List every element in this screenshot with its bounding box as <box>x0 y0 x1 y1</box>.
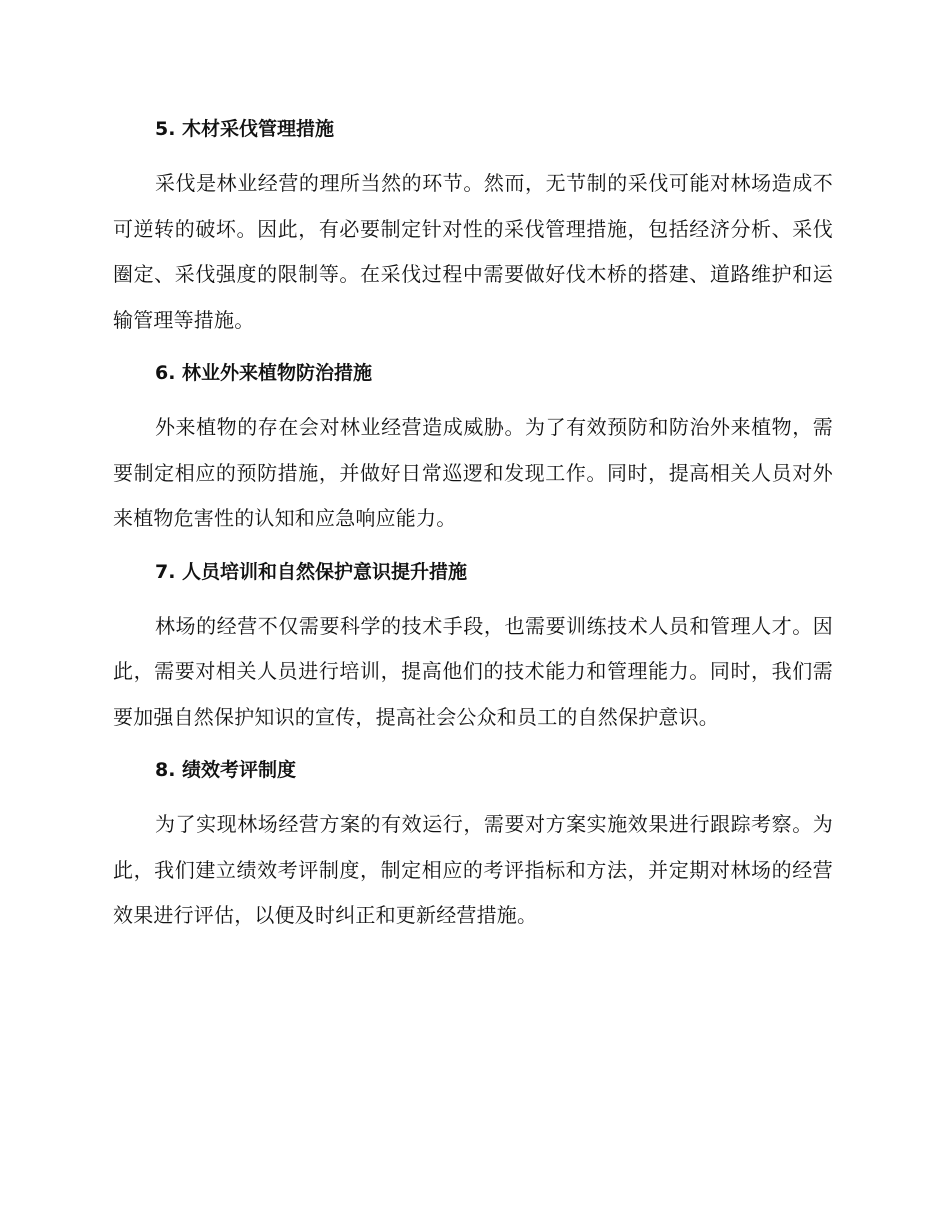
section-performance-evaluation <box>113 749 833 939</box>
section-paragraph: 为了实现林场经营方案的有效运行，需要对方案实施效果进行跟踪考察。为此，我们建立绩效考评制度，制定相应的考评指标和方法，并定期对林场的经营效果进行评估，以便及时纠正和更新经营措施。 <box>113 812 833 927</box>
section-heading: 7. 人员培训和自然保护意识提升措施 <box>155 560 468 583</box>
section-heading: 8. 绩效考评制度 <box>155 759 297 781</box>
section-paragraph: 采伐是林业经营的理所当然的环节。然而，无节制的采伐可能对林场造成不可逆转的破坏。因此，有必要制定针对性的采伐管理措施，包括经济分析、采伐圈定、采伐强度的限制等。在采伐过程中需要做好伐木桥的搭建、道路维护和运输管理等措施。 <box>113 171 833 332</box>
document-page <box>113 108 833 939</box>
section-heading: 6. 林业外来植物防治措施 <box>155 362 373 384</box>
section-paragraph: 外来植物的存在会对林业经营造成威胁。为了有效预防和防治外来植物，需要制定相应的预防措施，并做好日常巡逻和发现工作。同时，提高相关人员对外来植物危害性的认知和应急响应能力。 <box>113 415 833 530</box>
section-timber-harvest <box>113 108 833 343</box>
section-paragraph: 林场的经营不仅需要科学的技术手段，也需要训练技术人员和管理人才。因此，需要对相关人员进行培训，提高他们的技术能力和管理能力。同时，我们需要加强自然保护知识的宣传，提高社会公众和员工的自然保护意识。 <box>113 613 833 729</box>
section-staff-training <box>113 551 833 741</box>
section-heading: 5. 木材采伐管理措施 <box>155 118 335 140</box>
section-invasive-plants <box>113 352 833 542</box>
